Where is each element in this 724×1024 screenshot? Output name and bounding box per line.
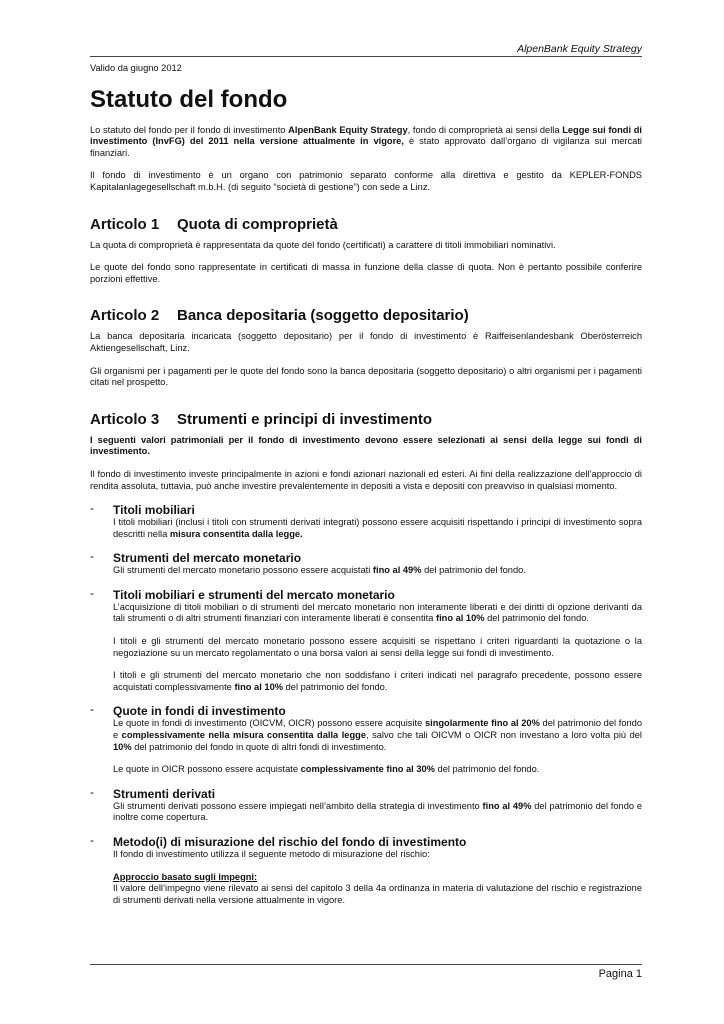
- text-span: I titoli e gli strumenti del mercato monetario possono essere acquisiti se rispettano i criteri riguardanti la quotazione o la negoziazione su un mercato regolamentato o una borsa valori ai sensi della legge sui fondi di investimento.: [113, 636, 642, 658]
- paragraph: [113, 565, 642, 577]
- list-item: [90, 704, 642, 775]
- text-span: Il fondo di investimento è un organo con patrimonio separato conforme alla direttiva e gestito da KEPLER-FONDS Kapitalanlagegesellschaft m.b.H. (di seguito “società di gestione”) con sede a Linz.: [90, 170, 642, 192]
- text-span: Il fondo di investimento investe principalmente in azioni e fondi azionari nazionali ed esteri. Ai fini della realizzazione dell’approccio di rendita assoluta, tuttavia, può anche investire prevalentemente in depositi a vista e depositi con preavviso in qualsiasi momento.: [90, 468, 642, 491]
- text-span: Il valore dell’impegno viene rilevato ai sensi del capitolo 3 della 4a ordinanza in materia di valutazione del rischio e registrazione di strumenti derivati nella versione attualmente in vigore.: [113, 883, 642, 905]
- article-number: Articolo 1: [90, 215, 160, 233]
- validity-date: Valido da giugno 2012: [90, 63, 182, 73]
- bold-text: I seguenti valori patrimoniali per il fondo di investimento devono essere selezionati ai sensi della legge sui fondi di investimento.: [90, 434, 642, 457]
- text-span: Lo statuto del fondo per il fondo di investimento: [90, 124, 289, 135]
- article-3: [90, 411, 642, 907]
- text-span: Le quote del fondo sono rappresentate in certificati di massa in funzione della classe di quota. Non è pertanto possibile conferire porzioni effettive.: [90, 262, 642, 284]
- text-span: , salvo che tali OICVM o OICR non investano a loro volta più del: [366, 730, 642, 741]
- bold-text: singolarmente fino al 20%: [424, 718, 540, 729]
- paragraph: [90, 262, 642, 285]
- article-2: [90, 307, 642, 388]
- bullet-dash: -: [90, 501, 94, 516]
- document-body: [90, 63, 642, 917]
- underlined-heading: Approccio basato sugli impegni:: [113, 871, 258, 882]
- page-number: Pagina 1: [598, 968, 642, 980]
- bold-text: fino al 10%: [435, 613, 485, 624]
- text-span: La banca depositaria incaricata (soggetto depositario) per il fondo di investimento è Raiffeisenlandesbank Oberösterreich Aktiengesellschaft, Linz.: [90, 331, 642, 353]
- article-title: Strumenti e principi di investimento: [177, 410, 433, 428]
- paragraph: [90, 240, 642, 252]
- text-span: del patrimonio del fondo.: [484, 613, 589, 624]
- text-span: , fondo di comproprietà ai sensi della: [407, 124, 563, 135]
- bold-text: fino al 10%: [234, 681, 284, 692]
- running-header: AlpenBank Equity Strategy: [517, 43, 642, 55]
- paragraph: [90, 435, 642, 458]
- list-item-title: Quote in fondi di investimento: [113, 704, 286, 719]
- paragraph: [113, 602, 642, 625]
- footer-rule: [90, 964, 642, 965]
- bold-text: AlpenBank Equity Strategy: [288, 124, 408, 135]
- paragraph: [113, 872, 642, 907]
- header-rule: [90, 56, 642, 57]
- article-number: Articolo 3: [90, 410, 160, 428]
- paragraph: [113, 764, 642, 776]
- text-span: del patrimonio del fondo.: [283, 681, 388, 692]
- bold-text: complessivamente fino al 30%: [300, 764, 435, 775]
- bold-text: 10%: [113, 741, 132, 752]
- text-span: Le quote in fondi di investimento (OICVM, OICR) possono essere acquisite: [113, 718, 425, 729]
- bullet-dash: -: [90, 784, 94, 799]
- list-item-title: Strumenti derivati: [113, 786, 216, 801]
- text-span: Le quote in OICR possono essere acquistate: [113, 764, 301, 775]
- paragraph: [90, 170, 642, 193]
- paragraph: [113, 801, 642, 824]
- list-item-title: Strumenti del mercato monetario: [113, 551, 302, 566]
- article-title: Quota di comproprietà: [177, 215, 338, 233]
- article-heading: [90, 411, 642, 429]
- paragraph: [113, 849, 642, 861]
- article-title: Banca depositaria (soggetto depositario): [177, 307, 469, 325]
- page-title: Statuto del fondo: [90, 85, 288, 113]
- paragraph: [90, 331, 642, 354]
- text-span: L’acquisizione di titoli mobiliari o di strumenti del mercato monetario non interamente liberati e dei diritti di opzione derivanti da tali strumenti o di altri strumenti finanziari con interamente liberati è consentita: [113, 601, 642, 624]
- article-heading: [90, 216, 642, 234]
- article-heading: [90, 307, 642, 325]
- text-span: è stato approvato dall’organo di vigilanza sui mercati finanziari.: [90, 136, 642, 158]
- bold-text: Legge sui fondi di investimento (InvFG) del 2011 nella versione attualmente in vigore,: [90, 124, 642, 147]
- list-item-title: Titoli mobiliari: [113, 503, 195, 518]
- bold-text: complessivamente nella misura consentita dalla legge: [121, 730, 367, 741]
- paragraph: [90, 125, 642, 160]
- list-item: [90, 503, 642, 540]
- list-item: [90, 835, 642, 906]
- articles: [90, 216, 642, 907]
- bold-text: misura consentita dalla legge.: [169, 528, 303, 539]
- text-span: Gli strumenti del mercato monetario possono essere acquistati: [113, 565, 373, 576]
- intro-section: [90, 125, 642, 194]
- list-item: [90, 784, 642, 824]
- bullet-dash: -: [90, 702, 94, 717]
- text-span: del patrimonio del fondo e: [113, 718, 643, 741]
- paragraph: [113, 636, 642, 659]
- list-item: [90, 585, 642, 694]
- bullet-dash: -: [90, 833, 94, 847]
- text-span: I titoli e gli strumenti del mercato monetario che non soddisfano i criteri indicati nel paragrafo precedente, possono essere acquistati complessivamente: [113, 670, 642, 692]
- text-span: del patrimonio del fondo in quote di altri fondi di investimento.: [131, 741, 387, 752]
- paragraph: [90, 366, 642, 389]
- article-1: [90, 216, 642, 286]
- bullet-dash: -: [90, 585, 94, 600]
- bullet-dash: -: [90, 549, 94, 564]
- article-number: Articolo 2: [90, 307, 160, 325]
- text-span: Gli strumenti derivati possono essere impiegati nell’ambito della strategia di investimento: [113, 800, 483, 811]
- bold-text: fino al 49%: [482, 800, 532, 811]
- text-span: La quota di comproprietà è rappresentata da quote del fondo (certificati) a carattere di titoli immobiliari nominativi.: [90, 239, 556, 250]
- bold-text: fino al 49%: [372, 565, 422, 576]
- list-item: [90, 551, 642, 577]
- text-span: Il fondo di investimento utilizza il seguente metodo di misurazione del rischio:: [113, 849, 430, 859]
- paragraph: [90, 469, 642, 492]
- text-span: Gli organismi per i pagamenti per le quote del fondo sono la banca depositaria (soggetto depositario) o altri organismi per i pagamenti citati nel prospetto.: [90, 365, 642, 388]
- paragraph: [113, 670, 642, 693]
- text-span: I titoli mobiliari (inclusi i titoli con strumenti derivati integrati) possono essere acquisiti rispettando i principi di investimento sopra descritti nella: [113, 517, 642, 539]
- list-item-title: Titoli mobiliari e strumenti del mercato monetario: [113, 587, 395, 602]
- paragraph: [113, 517, 642, 540]
- text-span: del patrimonio del fondo.: [434, 764, 540, 775]
- text-span: del patrimonio del fondo e inoltre come copertura.: [113, 800, 642, 823]
- text-span: del patrimonio del fondo.: [421, 565, 526, 576]
- paragraph: [113, 718, 642, 753]
- list-item-title: Metodo(i) di misurazione del rischio del fondo di investimento: [113, 835, 467, 849]
